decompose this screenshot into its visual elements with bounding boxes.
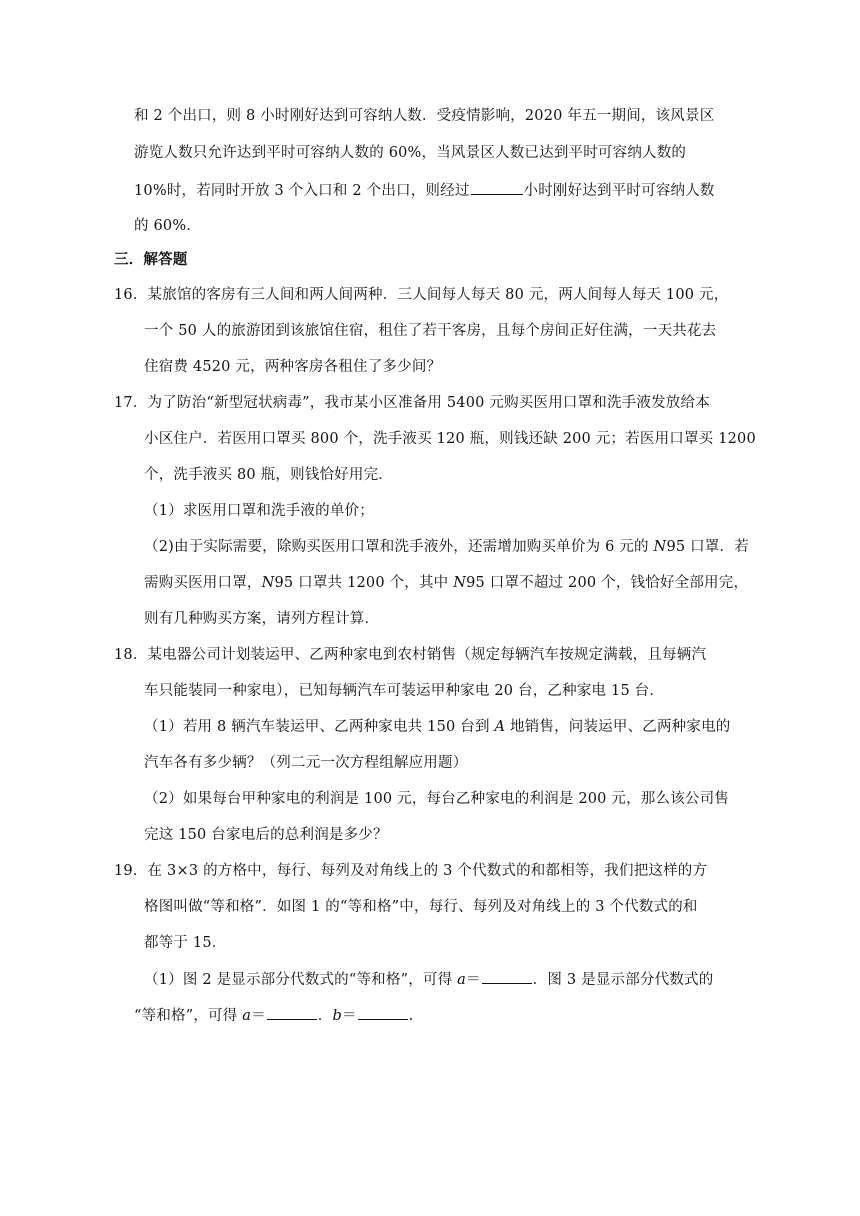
- text-line: 游览人数只允许达到平时可容纳人数的 60%，当风景区人数已达到平时可容纳人数的: [134, 145, 687, 161]
- question-17-line: 17．为了防治“新型冠状病毒”，我市某小区准备用 5400 元购买医用口罩和洗手液发放给本: [114, 395, 710, 411]
- question-17-line: （1）求医用口罩和洗手液的单价；: [144, 503, 374, 519]
- question-17-line: 小区住户．若医用口罩买 800 个，洗手液买 120 瓶，则钱还缺 200 元；若医用口罩买 1200: [144, 431, 756, 447]
- question-16-line: 16．某旅馆的客房有三人间和两人间两种．三人间每人每天 80 元，两人间每人每天 100 元，: [114, 287, 729, 303]
- text-segment: 地销售，问装运甲、乙两种家电的: [505, 719, 731, 735]
- question-17-line: [144, 573, 748, 593]
- answer-blank: [267, 1005, 317, 1020]
- question-19-line: 格图叫做“等和格”．如图 1 的“等和格”中，每行、每列及对角线上的 3 个代数式的和: [144, 899, 698, 915]
- question-17-line: 个，洗手液买 80 瓶，则钱恰好用完．: [144, 467, 393, 483]
- text-segment: （1）图 2 是显示部分代数式的“等和格”，可得: [144, 972, 458, 988]
- answer-blank: [471, 180, 523, 195]
- text-segment: ＝: [341, 1008, 357, 1024]
- text-segment: “等和格”，可得: [134, 1008, 243, 1024]
- question-16-line: 一个 50 人的旅游团到该旅馆住宿，租住了若干客房，且每个房间正好住满，一天共花去: [144, 323, 717, 339]
- text-segment: 95 口罩不超过 200 个，钱恰好全部用完，: [466, 575, 749, 591]
- answer-blank: [358, 1005, 408, 1020]
- question-19-line: 都等于 15．: [144, 935, 227, 951]
- question-18-line: 汽车各有多少辆？（列二元一次方程组解应用题）: [144, 755, 468, 771]
- text-segment: ．: [317, 1008, 333, 1024]
- text-segment: ＝: [465, 972, 481, 988]
- question-18-line: 车只能装同一种家电），已知每辆汽车可装运甲种家电 20 台，乙种家电 15 台．: [144, 683, 665, 699]
- question-18-line: （2）如果每台甲种家电的利润是 100 元，每台乙种家电的利润是 200 元，那么该公司售: [144, 791, 730, 807]
- variable-n: N: [453, 575, 467, 591]
- answer-blank: [482, 969, 532, 984]
- text-segment: 95 口罩．若: [666, 539, 749, 555]
- question-17-line: 则有几种购买方案，请列方程计算．: [144, 611, 380, 627]
- variable-a: a: [242, 1008, 252, 1024]
- text-segment: （1）若用 8 辆汽车装运甲、乙两种家电共 150 台到: [144, 719, 495, 735]
- question-18-line: [144, 717, 730, 737]
- text-segment: 10%时，若同时开放 3 个入口和 2 个出口，则经过: [134, 183, 470, 199]
- variable-a: a: [457, 972, 466, 988]
- section-heading: 三．解答题: [114, 251, 188, 268]
- question-18-line: 完这 150 台家电后的总利润是多少？: [144, 827, 388, 843]
- text-segment: ＝: [251, 1008, 266, 1024]
- text-line: [134, 180, 715, 201]
- question-18-line: 18．某电器公司计划装运甲、乙两种家电到农村销售（规定每辆汽车按规定满载，且每辆汽: [114, 647, 707, 663]
- text-line: 的 60%．: [134, 218, 202, 234]
- question-17-line: [144, 537, 749, 557]
- question-19-line: [134, 1005, 423, 1026]
- text-segment: 小时刚好达到平时可容纳人数: [523, 183, 715, 199]
- question-19-line: [144, 969, 713, 990]
- text-segment: ．: [408, 1008, 424, 1024]
- question-16-line: 住宿费 4520 元，两种客房各租住了多少间？: [144, 359, 442, 375]
- variable-n: N: [653, 539, 667, 555]
- text-segment: 需购买医用口罩，: [144, 575, 262, 591]
- variable-a: A: [494, 719, 506, 735]
- text-segment: ．图 3 是显示部分代数式的: [532, 972, 714, 988]
- variable-n: N: [261, 575, 275, 591]
- variable-b: b: [332, 1008, 342, 1024]
- text-line: 和 2 个出口，则 8 小时刚好达到可容纳人数．受疫情影响，2020 年五一期间，该风景区: [134, 108, 715, 124]
- text-segment: （2)由于实际需要，除购买医用口罩和洗手液外，还需增加购买单价为 6 元的: [144, 539, 654, 555]
- question-19-line: 19．在 3×3 的方格中，每行、每列及对角线上的 3 个代数式的和都相等，我们把这样的方: [114, 863, 708, 879]
- text-segment: 95 口罩共 1200 个，其中: [274, 575, 454, 591]
